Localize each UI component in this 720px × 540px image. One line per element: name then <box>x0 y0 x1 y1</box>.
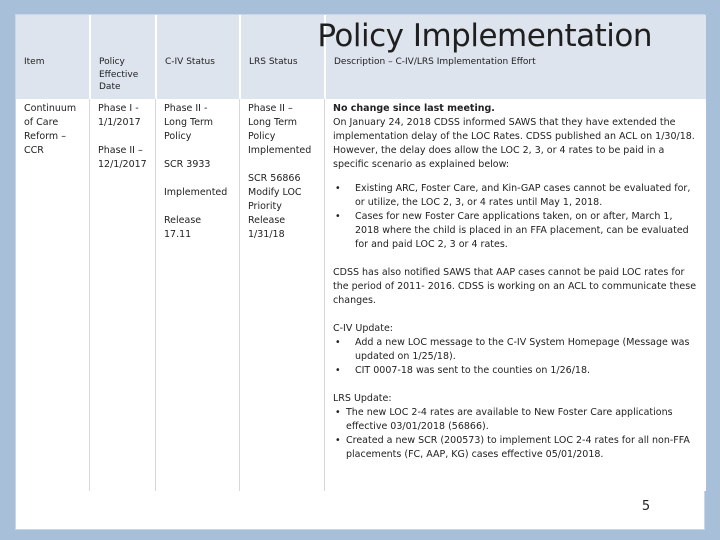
civ-status-implemented: Implemented <box>164 187 228 198</box>
list-item: • Existing ARC, Foster Care, and Kin-GAP cases cannot be evaluated for, or utilize, the LOC 2, 3, or 4 rates until May 1, 2018. <box>333 182 698 210</box>
table-row <box>16 99 706 489</box>
slide-title: Policy Implementation <box>317 18 652 54</box>
lrs-update-bullets <box>333 406 698 462</box>
date-phase-2: Phase II – 12/1/2017 <box>98 145 147 170</box>
page-number: 5 <box>641 499 651 514</box>
lrs-status-scr: SCR 56866 Modify LOC Priority Release 1/31/18 <box>248 173 302 240</box>
cell-policy-dates <box>89 99 155 491</box>
header-civ-status: C-IV Status <box>155 15 239 99</box>
description-para-2: CDSS has also notified SAWS that AAP cases cannot be paid LOC rates for the period of 2011- 2016. CDSS is working on an ACL to communicate these changes. <box>333 267 697 306</box>
civ-update-label: C-IV Update: <box>333 323 393 334</box>
list-item: • The new LOC 2-4 rates are available to New Foster Care applications effective 03/01/2018 (56866). <box>333 406 698 434</box>
list-item: • CIT 0007-18 was sent to the counties on 1/26/18. <box>333 364 698 378</box>
cell-item: Continuum of Care Reform – CCR <box>16 99 89 491</box>
header-policy-effective-date: Policy Effective Date <box>89 15 155 99</box>
civ-update-bullets <box>333 336 698 378</box>
cell-description <box>324 99 706 491</box>
description-bullets-1 <box>333 182 698 252</box>
list-item: • Add a new LOC message to the C-IV System Homepage (Message was updated on 1/25/18). <box>333 336 698 364</box>
header-lrs-status: LRS Status <box>239 15 324 99</box>
header-item: Item <box>16 15 89 99</box>
cell-lrs-status <box>239 99 324 491</box>
civ-status-release: Release 17.11 <box>164 215 202 240</box>
civ-status-phase: Phase II - Long Term Policy <box>164 103 214 142</box>
list-item: • Cases for new Foster Care applications taken, on or after, March 1, 2018 where the child is placed in an FFA placement, can be evaluated for and paid LOC 2, 3 or 4 rates. <box>333 210 698 252</box>
description-para-1: On January 24, 2018 CDSS informed SAWS that they have extended the implementation delay of the LOC Rates. CDSS published an ACL on 1/30/18. However, the delay does allow the LOC 2, 3, or 4 rates to be paid in a specific scenario as explained below: <box>333 117 695 170</box>
date-phase-1: Phase I - 1/1/2017 <box>98 103 141 128</box>
slide <box>15 14 705 530</box>
civ-status-scr: SCR 3933 <box>164 159 211 170</box>
lrs-update-label: LRS Update: <box>333 393 392 404</box>
description-lead: No change since last meeting. <box>333 103 495 114</box>
cell-civ-status <box>155 99 239 491</box>
list-item: • Created a new SCR (200573) to implement LOC 2-4 rates for all non-FFA placements (FC, AAP, KG) cases effective 05/01/2018. <box>333 434 698 462</box>
header-description: Description – C-IV/LRS Implementation Effort <box>324 15 706 99</box>
lrs-status-phase: Phase II – Long Term Policy Implemented <box>248 103 312 156</box>
